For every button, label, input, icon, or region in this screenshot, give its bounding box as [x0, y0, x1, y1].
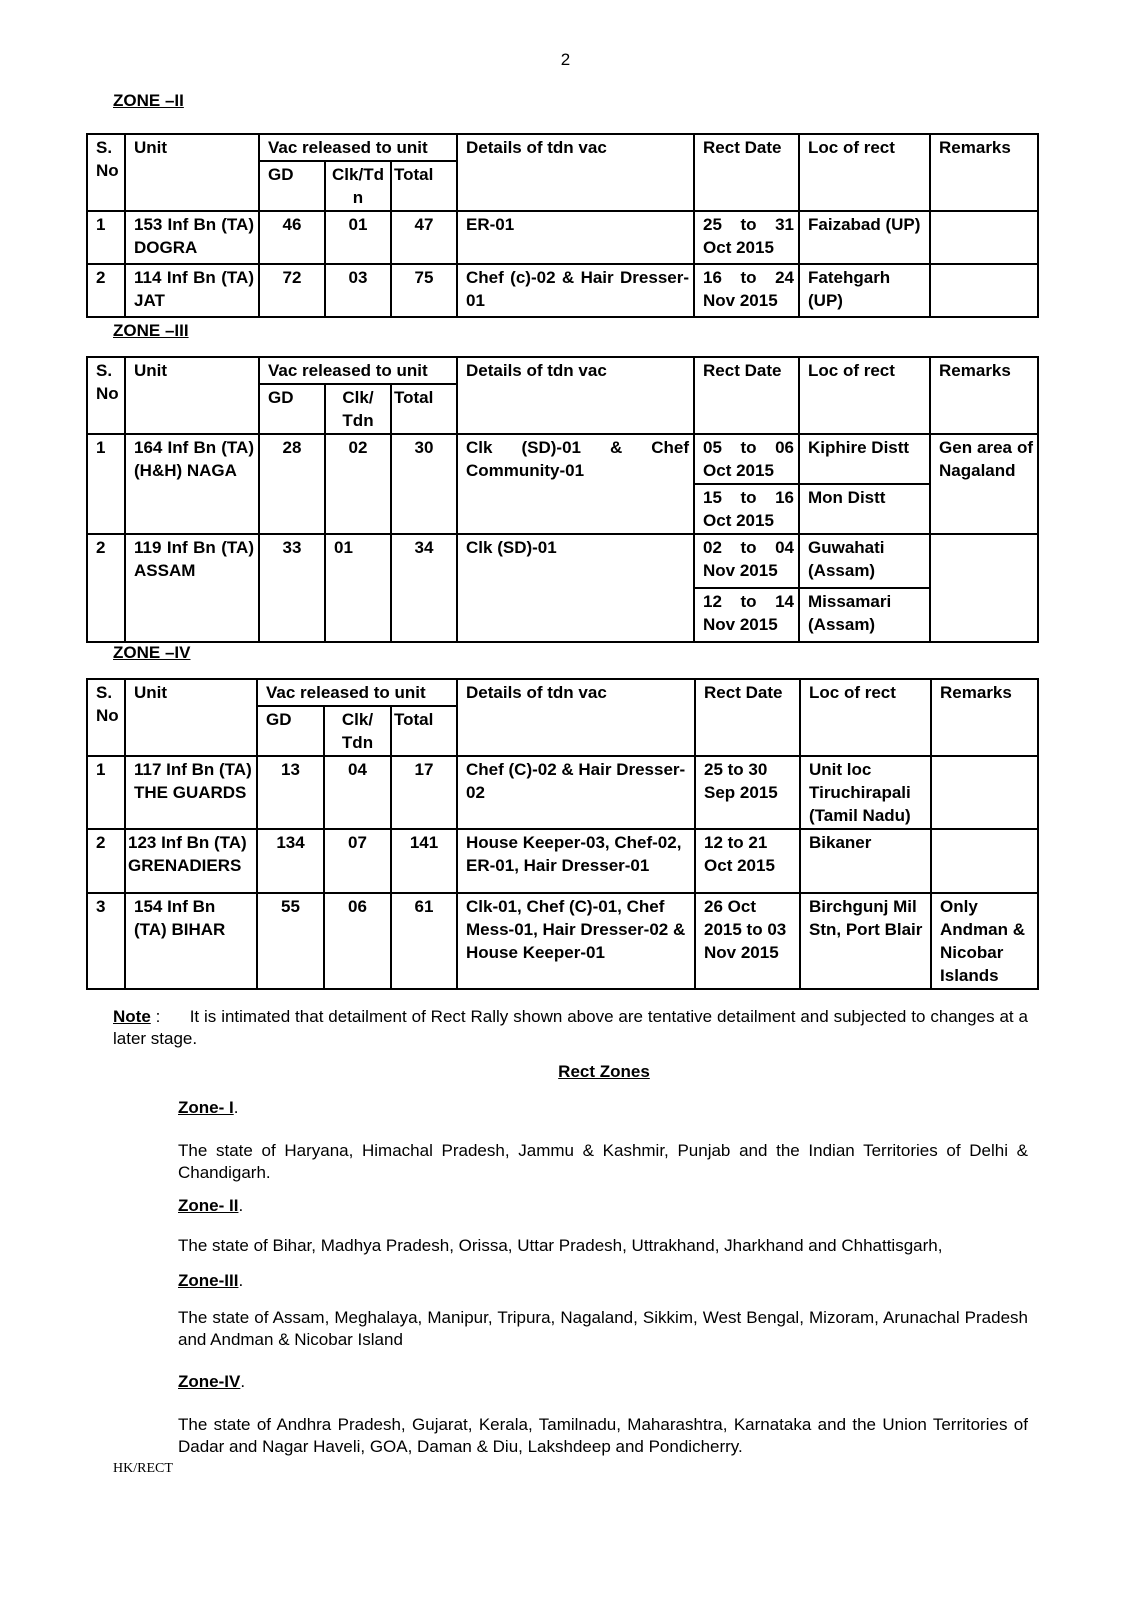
zone-description: The state of Andhra Pradesh, Gujarat, Kerala, Tamilnadu, Maharashtra, Karnataka and the Union Territories of Dadar and Nagar Haveli, GOA, Daman & Diu, Lakshdeep and Pondicherry. — [178, 1415, 1028, 1456]
header-remarks: Remarks — [931, 679, 1038, 756]
table-row — [87, 829, 1038, 893]
zone-ii-table — [86, 133, 1039, 318]
row-clk: 01 — [325, 211, 391, 264]
zone-iii-heading: ZONE –III — [113, 321, 189, 340]
row-total: 17 — [391, 756, 457, 829]
row-loc: Mon Distt — [799, 484, 930, 534]
header-clk: Clk/ Tdn — [325, 384, 391, 434]
row-unit: 164 Inf Bn (TA) (H&H) NAGA — [125, 434, 259, 534]
row-rect-date: 25 to 30 Sep 2015 — [695, 756, 800, 829]
footer-reference: HK/RECT — [113, 1461, 173, 1476]
row-gd: 55 — [257, 893, 324, 989]
row-clk: 01 — [325, 534, 391, 642]
row-total: 30 — [391, 434, 457, 534]
header-sno: S. No — [87, 357, 125, 434]
row-sno: 2 — [87, 264, 125, 317]
table-row — [87, 756, 1038, 829]
row-total: 34 — [391, 534, 457, 642]
row-gd: 28 — [259, 434, 325, 534]
row-sno: 1 — [87, 756, 125, 829]
header-remarks: Remarks — [930, 134, 1038, 211]
row-gd: 13 — [257, 756, 324, 829]
row-remarks — [930, 264, 1038, 317]
table-row — [87, 434, 1038, 484]
row-total: 141 — [391, 829, 457, 893]
row-unit: 153 Inf Bn (TA) DOGRA — [125, 211, 259, 264]
row-total: 75 — [391, 264, 457, 317]
row-loc: Missamari (Assam) — [799, 588, 930, 642]
row-sno: 2 — [87, 829, 125, 893]
table-header-row — [87, 134, 1038, 161]
row-remarks: Only Andman & Nicobar Islands — [931, 893, 1038, 989]
page-number: 2 — [560, 50, 571, 69]
row-sno: 1 — [87, 434, 125, 534]
row-remarks: Gen area of Nagaland — [930, 434, 1038, 534]
row-rect-date: 25 to 31 Oct 2015 — [694, 211, 799, 264]
table-header-row — [87, 679, 1038, 706]
row-sno: 1 — [87, 211, 125, 264]
row-details: Chef (C)-02 & Hair Dresser-02 — [457, 756, 695, 829]
header-vac: Vac released to unit — [257, 679, 457, 706]
row-loc: Kiphire Distt — [799, 434, 930, 484]
row-unit: 154 Inf Bn (TA) BIHAR — [125, 893, 257, 989]
zone-description: The state of Haryana, Himachal Pradesh, Jammu & Kashmir, Punjab and the Indian Territories of Delhi & Chandigarh. — [178, 1141, 1028, 1182]
header-details: Details of tdn vac — [457, 134, 694, 211]
header-loc: Loc of rect — [799, 134, 930, 211]
row-clk: 03 — [325, 264, 391, 317]
header-sno: S. No — [87, 679, 125, 756]
row-rect-date: 15 to 16 Oct 2015 — [694, 484, 799, 534]
header-sno: S. No — [87, 134, 125, 211]
zone-iv-table — [86, 678, 1039, 990]
zone-description: The state of Assam, Meghalaya, Manipur, Tripura, Nagaland, Sikkim, West Bengal, Mizoram, Arunachal Pradesh and Andman & Nicobar Island — [178, 1308, 1028, 1349]
note: Note : It is intimated that detailment of Rect Rally shown above are tentative detailment and subjected to changes at a later stage. — [113, 1007, 1028, 1048]
row-loc: Faizabad (UP) — [799, 211, 930, 264]
row-total: 61 — [391, 893, 457, 989]
row-loc: Fatehgarh (UP) — [799, 264, 930, 317]
row-unit: 119 Inf Bn (TA) ASSAM — [125, 534, 259, 642]
header-unit: Unit — [125, 357, 259, 434]
row-sno: 2 — [87, 534, 125, 642]
row-unit: 117 Inf Bn (TA) THE GUARDS — [125, 756, 257, 829]
row-details: Clk (SD)-01 & Chef Community-01 — [457, 434, 694, 534]
header-gd: GD — [257, 706, 324, 756]
header-remarks: Remarks — [930, 357, 1038, 434]
row-loc: Bikaner — [800, 829, 931, 893]
header-clk: Clk/ Tdn — [324, 706, 391, 756]
row-sno: 3 — [87, 893, 125, 989]
header-details: Details of tdn vac — [457, 357, 694, 434]
row-details: House Keeper-03, Chef-02, ER-01, Hair Dresser-01 — [457, 829, 695, 893]
note-text: It is intimated that detailment of Rect Rally shown above are tentative detailment and subjected to changes at a later stage. — [113, 1007, 1028, 1048]
row-clk: 02 — [325, 434, 391, 534]
rect-zones-title: Rect Zones — [558, 1062, 650, 1081]
header-rect-date: Rect Date — [694, 134, 799, 211]
header-unit: Unit — [125, 679, 257, 756]
row-unit: 114 Inf Bn (TA) JAT — [125, 264, 259, 317]
header-gd: GD — [259, 161, 325, 211]
zone-iii-table — [86, 356, 1039, 643]
row-loc: Guwahati (Assam) — [799, 534, 930, 588]
row-rect-date: 16 to 24 Nov 2015 — [694, 264, 799, 317]
header-total: Total — [391, 706, 457, 756]
row-rect-date: 12 to 14 Nov 2015 — [694, 588, 799, 642]
header-vac: Vac released to unit — [259, 357, 457, 384]
table-row — [87, 893, 1038, 989]
zone-label: Zone- II. — [178, 1196, 244, 1215]
zone-description: The state of Bihar, Madhya Pradesh, Orissa, Uttar Pradesh, Uttrakhand, Jharkhand and Chhattisgarh, — [178, 1236, 943, 1255]
header-total: Total — [391, 384, 457, 434]
row-details: ER-01 — [457, 211, 694, 264]
row-clk: 07 — [324, 829, 391, 893]
zone-label: Zone-IV. — [178, 1372, 246, 1391]
row-remarks — [930, 211, 1038, 264]
table-row — [87, 211, 1038, 264]
row-gd: 72 — [259, 264, 325, 317]
row-gd: 134 — [257, 829, 324, 893]
header-loc: Loc of rect — [800, 679, 931, 756]
row-details: Clk (SD)-01 — [457, 534, 694, 642]
header-unit: Unit — [125, 134, 259, 211]
row-loc: Unit loc Tiruchirapali (Tamil Nadu) — [800, 756, 931, 829]
zone-label: Zone-III. — [178, 1271, 244, 1290]
header-details: Details of tdn vac — [457, 679, 695, 756]
row-rect-date: 26 Oct 2015 to 03 Nov 2015 — [695, 893, 800, 989]
table-header-row — [87, 357, 1038, 384]
row-rect-date: 05 to 06 Oct 2015 — [694, 434, 799, 484]
row-remarks — [931, 756, 1038, 829]
header-loc: Loc of rect — [799, 357, 930, 434]
row-gd: 46 — [259, 211, 325, 264]
row-details: Chef (c)-02 & Hair Dresser-01 — [457, 264, 694, 317]
header-clk: Clk/Tdn — [325, 161, 391, 211]
row-remarks — [930, 534, 1038, 642]
row-unit: 123 Inf Bn (TA) GRENADIERS — [125, 829, 257, 893]
note-label: Note — [113, 1007, 151, 1026]
zone-ii-heading: ZONE –II — [113, 91, 184, 110]
row-clk: 04 — [324, 756, 391, 829]
row-gd: 33 — [259, 534, 325, 642]
zone-iv-heading: ZONE –IV — [113, 643, 191, 662]
row-loc: Birchgunj Mil Stn, Port Blair — [800, 893, 931, 989]
row-total: 47 — [391, 211, 457, 264]
zone-label: Zone- I. — [178, 1098, 239, 1117]
header-gd: GD — [259, 384, 325, 434]
header-total: Total — [391, 161, 457, 211]
header-rect-date: Rect Date — [694, 357, 799, 434]
table-row — [87, 534, 1038, 588]
table-row — [87, 264, 1038, 317]
row-remarks — [931, 829, 1038, 893]
row-details: Clk-01, Chef (C)-01, Chef Mess-01, Hair Dresser-02 & House Keeper-01 — [457, 893, 695, 989]
header-vac: Vac released to unit — [259, 134, 457, 161]
row-rect-date: 02 to 04 Nov 2015 — [694, 534, 799, 588]
header-rect-date: Rect Date — [695, 679, 800, 756]
row-rect-date: 12 to 21 Oct 2015 — [695, 829, 800, 893]
row-clk: 06 — [324, 893, 391, 989]
